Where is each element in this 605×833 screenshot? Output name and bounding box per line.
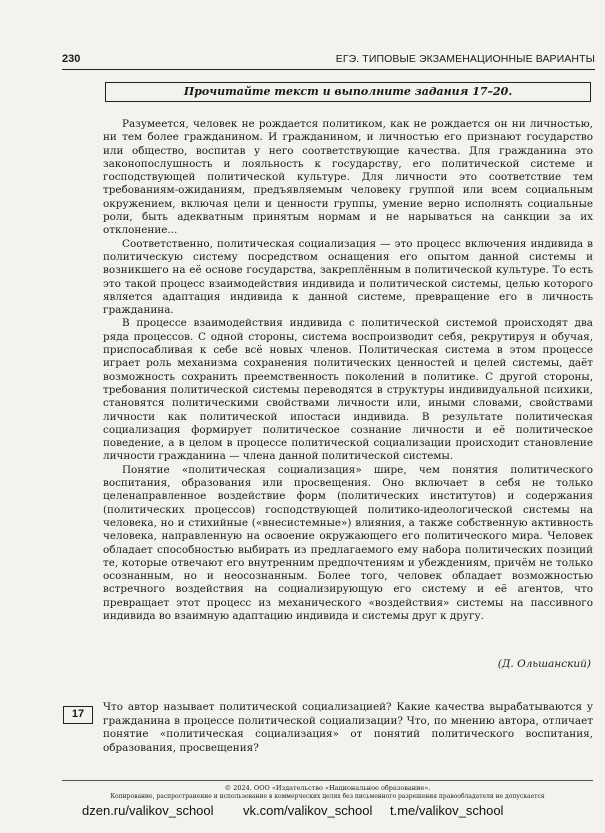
- copyright-line: © 2024. ООО «Издательство «Национальное образование».: [224, 784, 431, 792]
- header-rule: [62, 69, 595, 70]
- page-number: 230: [62, 53, 81, 65]
- page-header: [62, 50, 595, 70]
- link-vk[interactable]: vk.com/valikov_school: [243, 803, 373, 818]
- question-text: Что автор называет политической социализацией? Какие качества вырабатываются у гражданина в процессе политической социализации? Что, по мнению автора, отличает понятие «политическая социализация» от понятий политического воспитания, образования, просвещения?: [103, 701, 593, 754]
- running-head: ЕГЭ. ТИПОВЫЕ ЭКЗАМЕНАЦИОННЫЕ ВАРИАНТЫ: [335, 53, 595, 65]
- reading-text: [103, 118, 593, 623]
- footer-rule: [62, 780, 593, 781]
- instruction-box: Прочитайте текст и выполните задания 17–20.: [105, 82, 591, 102]
- paragraph-2: Соответственно, политическая социализация — это процесс включения индивида в политическую систему посредством оснащения его опытом данной системы и возникшего на её основе государства, закреплённым в политической культуре. То есть это такой процесс взаимодействия индивида и политической системы, целью которого является адаптация индивида к данной системе, превращение его в личность гражданина.: [103, 237, 593, 317]
- link-telegram[interactable]: t.me/valikov_school: [390, 803, 504, 818]
- copy-notice: Копирование, распространение и использование в коммерческих целях без письменного разрешения правообладателя не допускается: [110, 793, 545, 800]
- link-dzen[interactable]: dzen.ru/valikov_school: [82, 803, 214, 818]
- paragraph-1: Разумеется, человек не рождается политиком, как не рождается он ни личностью, ни тем более гражданином. И гражданином, и личностью его признают государство или общество, воспитав у него соответствующие качества. Для гражданина это законопослушность и лояльность к государству, его политической системе и господствующей политической культуре. Для личности это соответствие тем требованиям-ожиданиям, предъявляемым человеку группой или всем социальным окружением, включая цели и ценности группы, умение верно исполнять социальные роли, быть адекватным принятым нормам и не нарываться на санкции за их отклонение...: [103, 118, 593, 237]
- author-attribution: (Д. Ольшанский): [497, 658, 591, 670]
- paragraph-4: Понятие «политическая социализация» шире, чем понятия политического воспитания, образования или просвещения. Оно включает в себя не только целенаправленное воздействие форм (политических институтов) и содержания (политических процессов) господствующей политико-идеологической системы на человека, но и стихийные («внесистемные») влияния, а также собственную активность человека, направленную на освоение окружающего его политического мира. Человек обладает способностью выбирать из предлагаемого ему набора политических позиций те, которые отвечают его внутренним предпочтениям и убеждениям, причём не только осознанным, но и неосознанным. Более того, человек обладает возможностью встречного воздействия на социализирующую его систему и её агентов, что превращает этот процесс из механического «воздействия» системы на пассивного индивида во взаимную адаптацию индивида и системы друг к другу.: [103, 463, 593, 622]
- question-number-box: 17: [63, 706, 93, 724]
- paragraph-3: В процессе взаимодействия индивида с политической системой происходят два ряда процессов. С одной стороны, система воспроизводит себя, рекрутируя и обучая, приспосабливая к себе всё новых членов. Политическая система в этом процессе играет роль механизма сохранения политических ценностей и целей системы, даёт возможность сохранить преемственность поколений в политике. С другой стороны, требования политической системы переводятся в структуры индивидуальной психики, становятся политическими свойствами личности или, иными словами, свойствами личности как политической ипостаси индивида. В результате политическая социализация формирует политическое сознание личности и её политическое поведение, а в целом в процессе политической социализации происходит становление личности гражданина — члена данной политической системы.: [103, 317, 593, 463]
